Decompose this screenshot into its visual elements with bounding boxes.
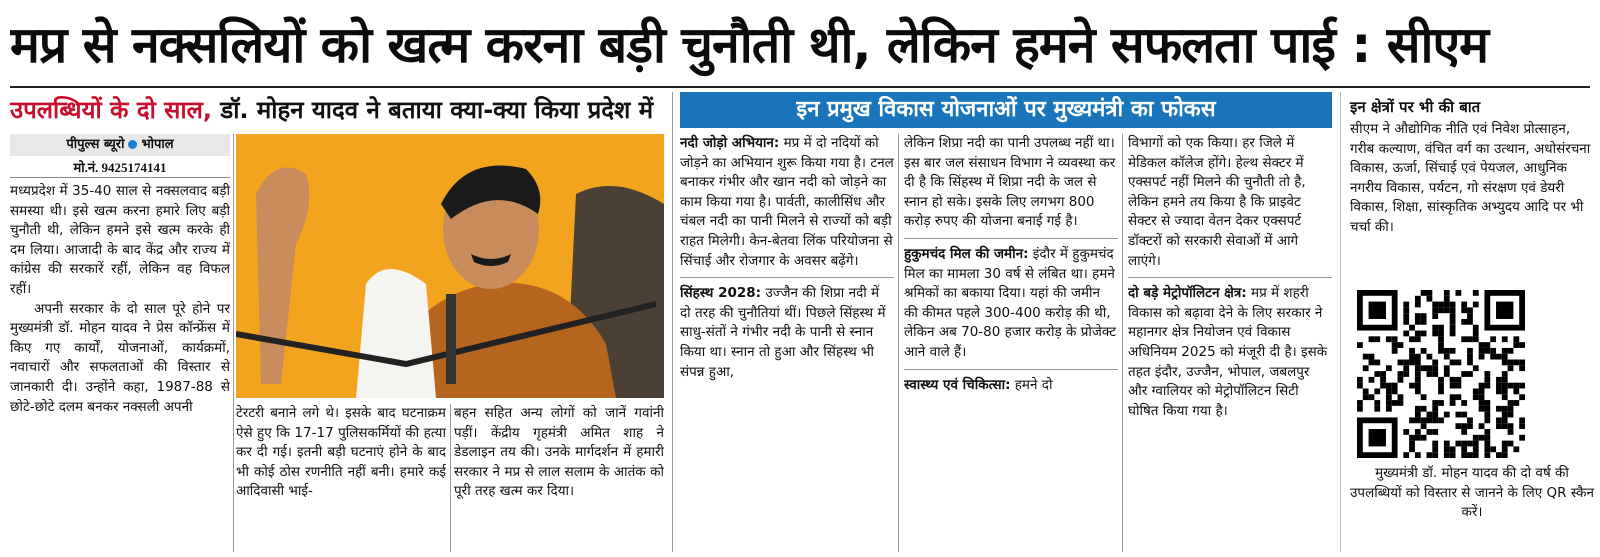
scheme-text: हमने दो (1010, 376, 1053, 393)
bullet-dot-icon (128, 140, 137, 149)
story-column-3: बहन सहित अन्य लोगों को जानें गवांनी पड़ीं। केंद्रीय गृहमंत्री अमित शाह ने डेडलाइन तय की। उनके मार्गदर्शन में हमारी सरकार ने मप्र से लाल सलाम के आतंक को पूरी तरह खत्म कर दिया। (454, 405, 664, 500)
scheme-text: लेकिन शिप्रा नदी का पानी उपलब्ध नहीं था। इस बार जल संसाधन विभाग ने व्यवस्था कर दी है कि सिंहस्थ में शिप्रा नदी के जल से स्नान हो सके। इसके लिए लगभग 800 करोड़ रुपए की योजना बनाई गई है। (904, 135, 1116, 230)
scheme-text: विभागों को एक किया। हर जिले में मेडिकल कॉलेज होंगे। हेल्थ सेक्टर में एक्सपर्ट नहीं मिलने की चुनौती तो है, लेकिन हमने तय किया है कि प्राइवेट सेक्टर से ज्यादा वेतन देकर एक्सपर्ट डॉक्टरों को सरकारी सेवाओं में आगे लाएंगे। (1128, 135, 1306, 269)
story-paragraph: मध्यप्रदेश में 35-40 साल से नक्सलवाद बड़ी समस्या थी। इसे खत्म करना हमारे लिए बड़ी चुनौती थी, लेकिन हमने इसे खत्म करके ही दम लिया। आजादी के बाद केंद्र और राज्य में कांग्रेस की सरकारें रहीं, लेकिन वह विफल रहीं। (10, 183, 230, 297)
schemes-banner: इन प्रमुख विकास योजनाओं पर मुख्यमंत्री का फोकस (680, 92, 1332, 128)
sidebar-text: सीएम ने औद्योगिक नीति एवं निवेश प्रोत्साहन, गरीब कल्याण, वंचित वर्ग का उत्थान, अधोसंरचना विकास, ऊर्जा, सिंचाई एवं पेयजल, आधुनिक नगरीय विकास, पर्यटन, गो संरक्षण एवं डेयरी विकास, शिक्षा, सांस्कृतिक अभ्युदय आदि पर भी चर्चा की। (1350, 121, 1591, 235)
column-divider (1122, 134, 1123, 552)
story-column-2: टेरटरी बनाने लगे थे। इसके बाद घटनाक्रम ऐसे हुए कि 17-17 पुलिसकर्मियों की हत्या कर दी गई। इतनी बड़ी घटनाएं होने के बाद भी कोई ठोस रणनीति नहीं बनी। हमारे कई आदिवासी भाई- (236, 405, 446, 500)
scheme-item (904, 134, 1118, 232)
column-divider (450, 404, 451, 552)
headline-rule (10, 86, 1590, 88)
qr-code-icon[interactable] (1354, 290, 1528, 458)
scheme-text: मप्र में शहरी विकास को बढ़ावा देने के लिए सरकार ने महानगर क्षेत्र नियोजन एवं विकास अधिनियम 2025 को मंजूरी दी है। इसके तहत इंदौर, उज्जैन, भोपाल, जबलपुर और ग्वालियर को मेट्रोपॉलिटन सिटी घोषित किया गया है। (1128, 285, 1328, 419)
subheadline (10, 92, 670, 128)
sidebar-divider (1340, 92, 1341, 552)
photo-cm-speaking-icon (236, 134, 664, 398)
section-rule (1128, 277, 1332, 278)
scheme-item (904, 376, 1118, 396)
scheme-text: इंदौर में हुकुमचंद मिल का मामला 30 वर्ष से लंबित था। हमने श्रमिकों का बकाया दिया। यहां की जमीन की कीमत पहले 300-400 करोड़ की थी, लेकिन अब 70-80 हजार करोड़ के प्रोजेक्ट आने वाले हैं। (904, 245, 1117, 360)
scheme-item (1128, 134, 1332, 271)
scheme-item (680, 284, 894, 382)
section-rule (904, 238, 1118, 239)
scheme-title: दो बड़े मेट्रोपॉलिटन क्षेत्र: (1128, 285, 1247, 302)
scheme-item (904, 245, 1118, 363)
schemes-column-1 (680, 134, 894, 552)
column-divider (898, 134, 899, 552)
scheme-item (1128, 284, 1332, 421)
schemes-column-3 (1128, 134, 1332, 552)
scheme-text: मप्र में दो नदियों को जोड़ने का अभियान शुरू किया गया है। टनल बनाकर गंभीर और खान नदी को जोड़ने का काम किया गया है। पार्वती, कालीसिंध और चंबल नदी का पानी मिलने से राज्यों को बड़ी राहत मिलेगी। केन-बेतवा लिंक परियोजना से सिंचाई और रोजगार के अवसर बढ़ेंगे। (680, 135, 894, 269)
qr-caption: मुख्यमंत्री डॉ. मोहन यादव की दो वर्ष की उपलब्धियों को विस्तार से जानने के लिए QR स्कैन करें। (1350, 465, 1594, 521)
story-paragraph: अपनी सरकार के दो साल पूरे होने पर मुख्यमंत्री डॉ. मोहन यादव ने प्रेस कॉन्फ्रेंस में किए गए कार्यों, योजनाओं, कार्यक्रमों, नवाचारों और सफलताओं की विस्तार से जानकारी दी। उन्होंने कहा, 1987-88 से छोटे-छोटे दलम बनकर नक्सली अपनी (10, 300, 230, 415)
scheme-title: स्वास्थ्य एवं चिकित्सा: (904, 376, 1011, 393)
column-divider (672, 92, 673, 552)
scheme-title: सिंहस्थ 2028: (680, 285, 762, 302)
qr-code-graphic (1354, 290, 1528, 458)
scheme-text: उज्जैन की शिप्रा नदी में दो तरह की चुनौतियां थीं। पिछले सिंहस्थ में साधु-संतों ने गंभीर नदी के पानी से स्नान किया था। स्नान तो हुआ और सिंहस्थ भी संपन्न हुआ, (680, 285, 886, 380)
schemes-column-2 (904, 134, 1118, 552)
scheme-title: नदी जोड़ो अभियान: (680, 135, 780, 151)
byline-phone: मो.नं. 9425174141 (10, 158, 230, 178)
sidebar-title: इन क्षेत्रों पर भी की बात (1350, 98, 1481, 116)
subhead-rest: डॉ. मोहन यादव ने बताया क्या-क्या किया प्रदेश में (212, 96, 654, 124)
headline: मप्र से नक्सलियों को खत्म करना बड़ी चुनौती थी, लेकिन हमने सफलता पाई : सीएम (10, 16, 1489, 74)
column-divider (233, 134, 234, 552)
section-rule (680, 277, 894, 278)
byline-city: भोपाल (141, 137, 174, 152)
cm-photo (236, 134, 664, 398)
story-column-1 (10, 182, 230, 552)
byline (10, 134, 230, 156)
byline-name: पीपुल्स ब्यूरो (66, 137, 125, 152)
section-rule (904, 369, 1118, 370)
scheme-title: हुकुमचंद मिल की जमीन: (904, 245, 1029, 262)
subhead-highlight: उपलब्धियों के दो साल, (10, 96, 212, 124)
scheme-item (680, 134, 894, 271)
